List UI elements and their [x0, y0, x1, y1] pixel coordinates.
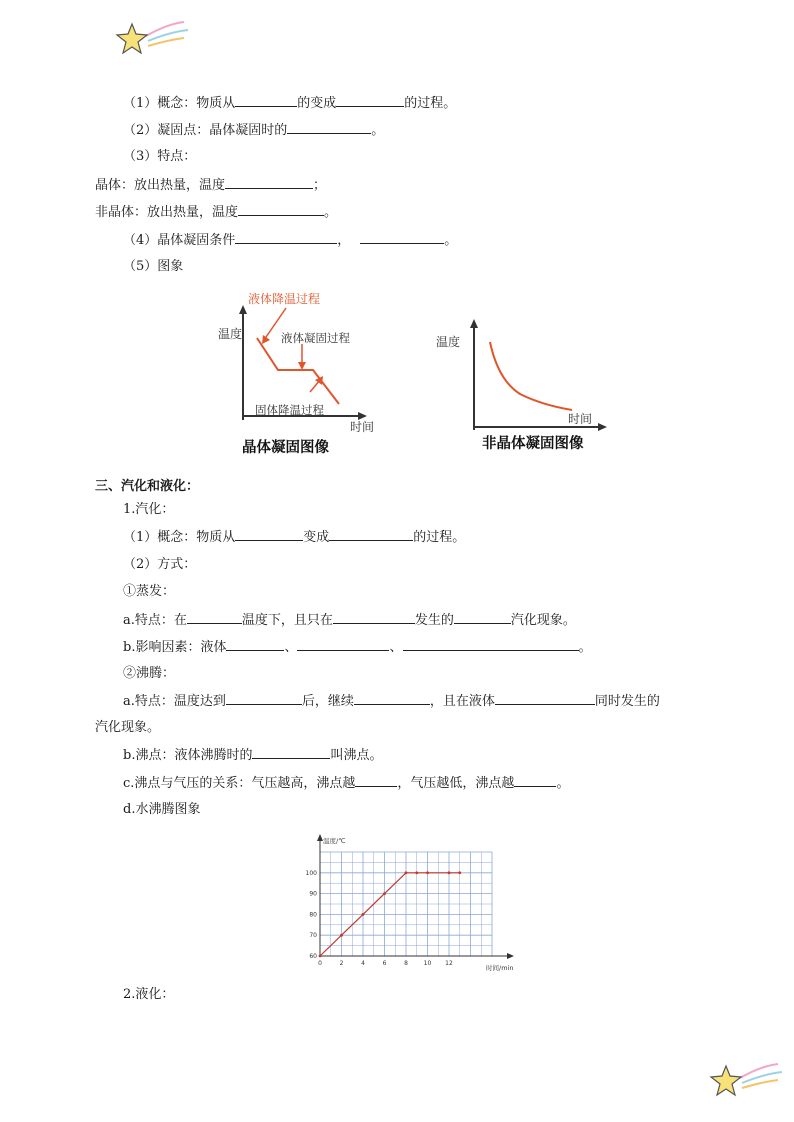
text: 的过程。 — [404, 96, 457, 111]
text: 、 — [284, 640, 298, 655]
text: （2）凝固点：晶体凝固时的 — [123, 123, 288, 138]
blank — [355, 774, 397, 787]
text: 非晶体：放出热量，温度 — [95, 205, 239, 220]
y-tick-label: 70 — [309, 932, 317, 940]
data-point — [415, 871, 418, 874]
data-point — [405, 871, 408, 874]
solidify-point-line — [123, 121, 384, 140]
noncrystal-curve — [490, 342, 572, 410]
noncrystal-xlabel: 时间 — [568, 412, 593, 426]
blank — [403, 638, 579, 651]
text: 。 — [324, 205, 338, 220]
blank — [252, 746, 330, 759]
blank — [454, 611, 511, 624]
boiling-b-line — [123, 746, 382, 765]
x-tick-label: 6 — [382, 960, 387, 967]
blank — [329, 528, 413, 541]
y-tick-label: 80 — [309, 911, 317, 919]
crystal-feature-line — [95, 176, 326, 195]
text: 的过程。 — [413, 530, 466, 545]
data-point — [383, 892, 386, 895]
noncrystal-ylabel: 温度 — [436, 335, 461, 349]
solidify-concept-line — [123, 94, 456, 113]
x-axis-label: 时间/min — [486, 964, 514, 972]
y-axis-label: 温度/℃ — [323, 837, 346, 845]
x-tick-label: 4 — [361, 960, 365, 967]
x-tick-label: 10 — [423, 960, 432, 967]
text: （4）晶体凝固条件 — [123, 233, 236, 248]
solidify-features-line: （3）特点： — [123, 149, 197, 164]
y-tick-label: 100 — [305, 869, 317, 877]
y-axis-arrow — [470, 319, 478, 328]
boiling-a-continuation: 汽化现象。 — [95, 720, 161, 735]
text: 发生的 — [414, 613, 454, 628]
boiling-heading: ②沸腾： — [123, 666, 176, 681]
blank — [333, 611, 415, 624]
annotation-arrowhead — [298, 362, 306, 370]
text: b.沸点：液体沸腾时的 — [123, 748, 253, 763]
vaporization-ways-line: （2）方式： — [123, 557, 197, 572]
vaporization-concept-line — [123, 528, 465, 547]
text: ，且在液体 — [429, 694, 495, 709]
text: （1）概念：物质从 — [123, 530, 236, 545]
x-axis-arrow — [598, 423, 607, 431]
boiling-c-line — [123, 774, 569, 793]
x-tick-label: 2 — [339, 960, 344, 967]
data-point — [458, 871, 461, 874]
data-point — [448, 871, 451, 874]
boiling-d-line: d.水沸腾图象 — [123, 802, 201, 817]
blank — [354, 692, 430, 705]
blank — [336, 94, 404, 107]
data-point — [340, 934, 343, 937]
text: 。 — [371, 123, 385, 138]
text: b.影响因素：液体 — [123, 640, 227, 655]
blank — [495, 692, 595, 705]
blank — [360, 231, 444, 244]
text: （1）概念：物质从 — [123, 96, 236, 111]
text: a.特点：在 — [123, 613, 187, 628]
text: 。 — [578, 640, 592, 655]
text: ，气压越低，沸点越 — [397, 776, 515, 791]
crystal-curve — [257, 338, 339, 404]
vaporization-subheading: 1.汽化： — [123, 502, 175, 517]
crystal-annotation-liquid-solid: 液体凝固过程 — [281, 331, 350, 345]
text: 晶体：放出热量，温度 — [95, 178, 226, 193]
x-tick-label: 12 — [445, 960, 453, 967]
liquefaction-subheading: 2.液化： — [123, 987, 175, 1002]
text: 、 — [389, 640, 403, 655]
evaporation-heading: ①蒸发： — [123, 584, 176, 599]
text: 温度下，且只在 — [241, 613, 333, 628]
x-tick-label: 0 — [318, 960, 322, 967]
data-point — [362, 913, 365, 916]
text: ； — [313, 178, 327, 193]
blank — [235, 528, 303, 541]
text: 同时发生的 — [594, 694, 660, 709]
text: c.沸点与气压的关系：气压越高，沸点越 — [123, 776, 356, 791]
blank — [235, 94, 297, 107]
y-axis-arrow — [239, 305, 247, 314]
text: 汽化现象。 — [510, 613, 576, 628]
text: a.特点：温度达到 — [123, 694, 226, 709]
x-axis-arrow — [507, 953, 514, 959]
text: 。 — [556, 776, 570, 791]
data-point — [319, 955, 322, 958]
blank — [297, 638, 389, 651]
crystal-ylabel: 温度 — [218, 327, 243, 341]
blank — [287, 121, 371, 134]
crystal-annotation-liquid-cool: 液体降温过程 — [248, 292, 321, 306]
boiling-a-line — [123, 692, 660, 711]
blank — [235, 231, 337, 244]
crystal-xlabel: 时间 — [350, 420, 375, 434]
noncrystal-solidify-chart — [432, 310, 617, 460]
solidify-graph-label: （5）图象 — [123, 259, 184, 274]
y-tick-label: 90 — [309, 890, 317, 898]
blank — [514, 774, 556, 787]
blank — [238, 203, 324, 216]
text: 变成 — [303, 530, 330, 545]
shooting-star-bottom-icon — [706, 1058, 786, 1102]
x-axis-arrow — [358, 412, 367, 420]
x-tick-label: 8 — [404, 960, 408, 967]
text: 叫沸点。 — [330, 748, 383, 763]
noncrystal-feature-line — [95, 203, 337, 222]
noncrystal-caption: 非晶体凝固图像 — [482, 436, 584, 452]
evaporation-a-line — [123, 611, 576, 630]
data-point — [426, 871, 429, 874]
crystal-solidify-chart — [212, 288, 377, 463]
text: 的变成 — [297, 96, 337, 111]
crystal-annotation-solid-cool: 固体降温过程 — [255, 403, 324, 417]
water-boiling-chart — [296, 828, 526, 976]
text: 。 — [444, 233, 458, 248]
y-tick-label: 60 — [309, 953, 317, 960]
blank — [187, 611, 242, 624]
blank — [226, 638, 284, 651]
evaporation-b-line — [123, 638, 592, 657]
text: ， — [337, 233, 351, 248]
solidify-condition-line — [123, 231, 457, 250]
crystal-caption: 晶体凝固图像 — [242, 440, 329, 456]
blank — [225, 176, 313, 189]
blank — [226, 692, 302, 705]
shooting-star-top-icon — [112, 16, 192, 60]
text: 后，继续 — [301, 694, 354, 709]
section-heading: 三、汽化和液化： — [95, 479, 200, 494]
